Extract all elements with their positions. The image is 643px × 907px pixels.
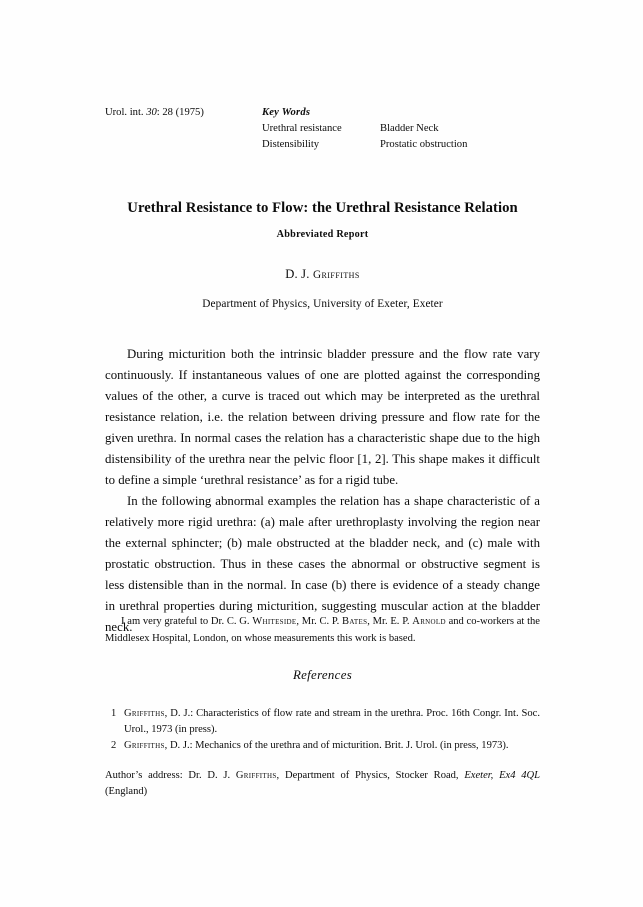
key-words-row [262,137,540,153]
body-paragraph-1: During micturition both the intrinsic bladder pressure and the flow rate vary continuously. If instantaneous values of one are plotted against the corresponding values of the other, a curve is traced out which may be interpreted as the urethral resistance relation, i.e. the relation between driving pressure and flow rate for the given urethra. In normal cases the relation has a characteristic shape due to the high distensibility of the urethra near the pelvic floor [1, 2]. This shape makes it difficult to define a simple ‘urethral resistance’ as for a rigid tube. [105,347,540,487]
ack-name-bates: Bates [342,616,368,627]
page-title: Urethral Resistance to Flow: the Urethral Resistance Relation [127,200,518,216]
reference-author: Griffiths [124,740,165,752]
references-list [105,706,540,755]
ack-segment-4: and co-workers at the Middlesex Hospital, London, on whose measurements this work is based. [105,616,540,644]
author-affiliation: Department of Physics, University of Exeter, Exeter [202,298,443,310]
reference-detail: , D. J.: Mechanics of the urethra and of micturition. Brit. J. Urol. (in press, 1973). [164,740,509,752]
reference-text [124,706,540,738]
journal-citation [105,105,262,153]
reference-detail: , D. J.: Characteristics of flow rate and stream in the urethra. Proc. 16th Congr. Int. Soc. Urol., 1973 (in press). [124,708,540,736]
address-middle: , Department of Physics, Stocker Road, [276,770,465,781]
head-matter [105,105,540,153]
keyword-urethral-resistance: Urethral resistance [262,123,342,134]
address-prefix: Author’s address: Dr. D. J. [105,770,236,781]
reference-number: 1 [111,708,117,719]
author-byline [105,267,540,282]
journal-page-year: : 28 (1975) [156,107,204,118]
body-paragraph-2: In the following abnormal examples the relation has a shape characteristic of a relatively more rigid urethra: (a) male after urethroplasty involving the region near the external sphincter; (b) male obstructed at the bladder neck, and (c) male with prostatic obstruction. Thus in these cases the abnormal or obstructive segment is less distensible than in the normal. In case (b) there is evidence of a steady change in urethral properties during micturition, suggesting muscular action at the bladder neck. [105,494,540,634]
reference-item [111,738,540,754]
ack-segment-3: , Mr. E. P. [367,616,413,627]
author-initials: D. J. [285,267,313,281]
reference-author: Griffiths [124,708,165,719]
keyword-bladder-neck: Bladder Neck [380,123,439,134]
reference-item [111,706,540,738]
keyword-distensibility: Distensibility [262,139,320,150]
key-words-row [262,121,540,137]
author-address-block [105,768,540,800]
acknowledgement-text [105,614,540,647]
ack-segment-2: , Mr. C. P. [296,616,343,627]
reference-text [124,738,540,754]
author-address-text [105,768,540,800]
address-city-postcode: Exeter, Ex4 4QL [464,770,540,781]
journal-volume: 30 [146,107,157,118]
ack-name-arnold: Arnold [412,616,446,627]
address-country: (England) [105,786,148,798]
keyword-prostatic-obstruction: Prostatic obstruction [380,139,468,150]
acknowledgement-section [105,614,540,647]
author-surname: Griffiths [312,269,360,281]
journal-name: Urol. int. [105,107,147,118]
references-heading: References [292,668,353,682]
key-words-heading: Key Words [262,107,311,118]
key-words-block [262,105,540,153]
ack-name-whiteside: Whiteside [252,616,297,627]
article-body [105,344,540,638]
address-name: Griffiths [235,770,277,781]
reference-number: 2 [111,740,117,752]
ack-segment-1: I am very grateful to Dr. C. G. [121,616,253,627]
page-subtitle: Abbreviated Report [276,229,369,240]
